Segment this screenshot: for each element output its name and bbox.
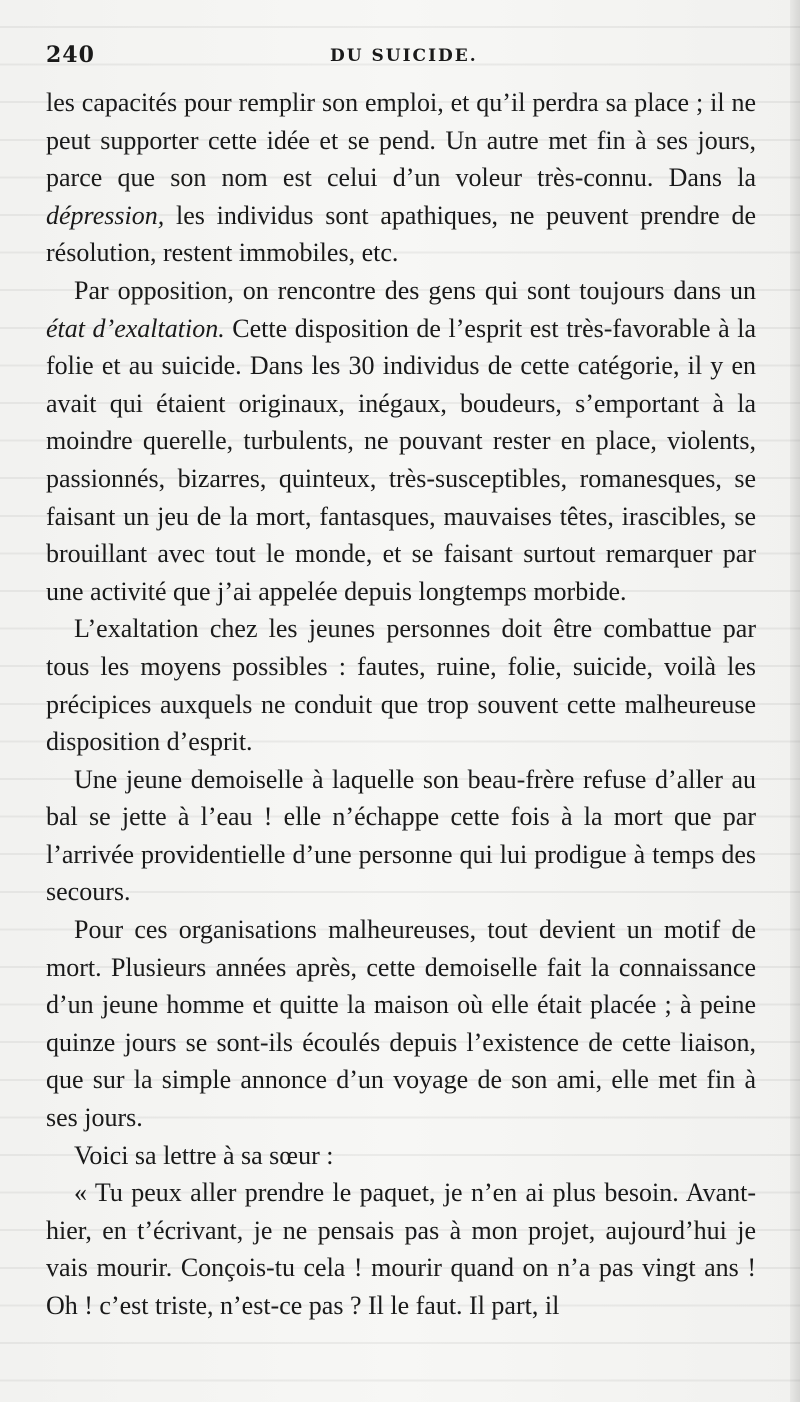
running-head: DU SUICIDE. xyxy=(330,46,478,66)
paragraph-2 xyxy=(46,272,756,610)
paragraph-6: Voici sa lettre à sa sœur : xyxy=(74,1140,334,1170)
page-edge-shadow xyxy=(790,0,800,1402)
paragraph-1-part-b: les individus sont apathiques, ne peuvent prendre de résolution, restent immobiles, etc. xyxy=(46,200,756,268)
paragraph-1-emphasis: dépression, xyxy=(46,200,165,230)
page-number: 240 xyxy=(46,42,95,68)
paragraph-4: Une jeune demoiselle à laquelle son beau-frère refuse d’aller au bal se jette à l’eau ! elle n’échappe cette fois à la mort que par l’arrivée providentielle d’une personne qui lui prodigue à temps des secours. xyxy=(46,764,756,907)
paragraph-1 xyxy=(46,84,756,272)
page-header xyxy=(46,42,754,76)
paragraph-3: L’exaltation chez les jeunes personnes doit être combattue par tous les moyens possibles : fautes, ruine, folie, suicide, voilà les précipices auxquels ne conduit que trop souvent cette malheureuse disposition d’esprit. xyxy=(46,614,756,757)
paragraph-2-part-b: Cette disposition de l’esprit est très-favorable à la folie et au suicide. Dans les 30 individus de cette catégorie, il y en avait qui étaient originaux, inégaux, boudeurs, s’emportant à la moindre querelle, turbulents, ne pouvant rester en place, violents, passionnés, bizarres, quinteux, très-susceptibles, romanesques, se faisant un jeu de la mort, fantasques, mauvaises têtes, irascibles, se brouillant avec tout le monde, et se faisant surtout remarquer par une activité que j’ai appelée depuis longtemps morbide. xyxy=(46,313,757,606)
paragraph-2-part-a: Par opposition, on rencontre des gens qui sont toujours dans un xyxy=(74,275,756,305)
paragraph-7-letter: « Tu peux aller prendre le paquet, je n’en ai plus besoin. Avant-hier, en t’écrivant, je ne pensais pas à mon projet, aujourd’hui je vais mourir. Conçois-tu cela ! mourir quand on n’a pas vingt ans ! Oh ! c’est triste, n’est-ce pas ? Il le faut. Il part, il xyxy=(46,1178,756,1320)
paragraph-5: Pour ces organisations malheureuses, tout devient un motif de mort. Plusieurs années après, cette demoiselle fait la connaissance d’un jeune homme et quitte la maison où elle était placée ; à peine quinze jours se sont-ils écoulés depuis l’existence de cette liaison, que sur la simple annonce d’un voyage de son ami, elle met fin à ses jours. xyxy=(46,915,756,1133)
paragraph-2-emphasis: état d’exaltation. xyxy=(46,313,225,343)
body-text xyxy=(46,84,756,1325)
paragraph-1-part-a: les capacités pour remplir son emploi, et qu’il perdra sa place ; il ne peut supporter cette idée et se pend. Un autre met fin à ses jours, parce que son nom est celui d’un voleur très-connu. Dans la xyxy=(46,88,756,193)
